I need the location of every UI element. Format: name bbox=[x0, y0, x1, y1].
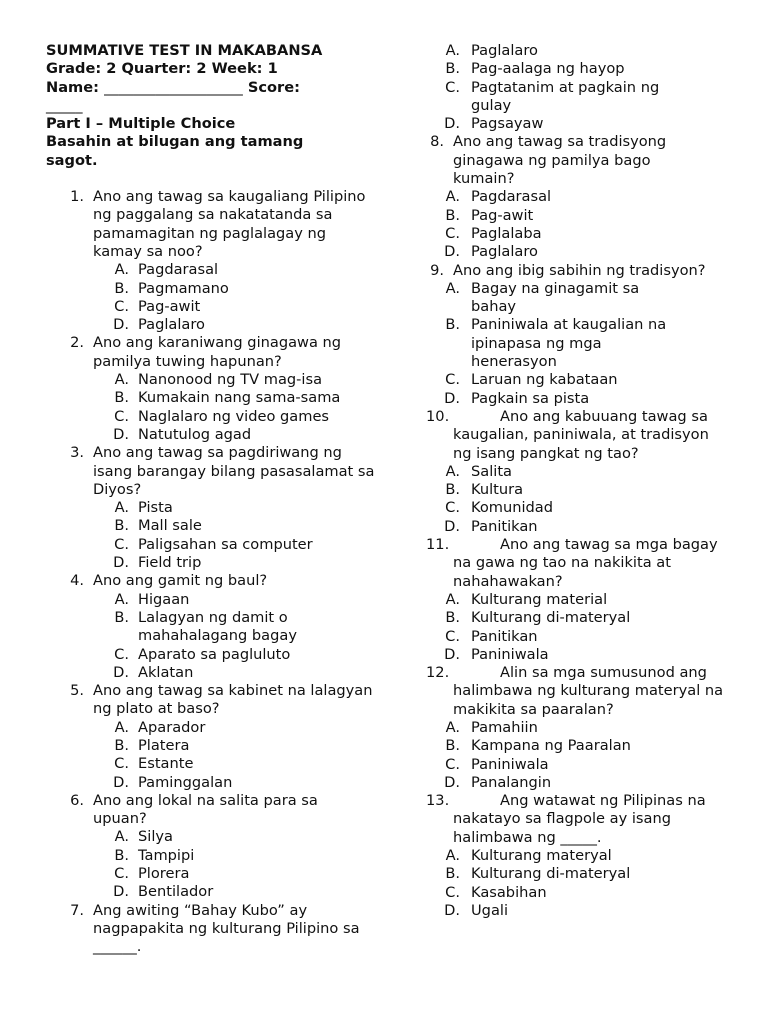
question-text: Ano ang ibig sabihin ng tradisyon? bbox=[453, 261, 706, 279]
question-number: 12. bbox=[426, 664, 450, 682]
options-list bbox=[93, 828, 376, 901]
option-letter: B. bbox=[114, 846, 129, 864]
option-d[interactable] bbox=[93, 774, 376, 792]
option-letter: C. bbox=[445, 371, 460, 389]
option-text: Kasabihan bbox=[471, 883, 547, 901]
option-letter: C. bbox=[445, 883, 460, 901]
question-text: Ang watawat ng Pilipinas na nakatayo sa flagpole ay isang halimbawa ng _____. bbox=[453, 792, 706, 846]
option-letter: A. bbox=[114, 261, 129, 279]
options-list bbox=[424, 591, 724, 664]
option-letter: D. bbox=[113, 316, 129, 334]
question-number: 2. bbox=[70, 334, 84, 352]
option-a[interactable] bbox=[424, 719, 724, 737]
option-letter: C. bbox=[114, 297, 129, 315]
option-text: Pag-awit bbox=[471, 206, 534, 224]
options-list bbox=[424, 719, 724, 792]
option-letter: A. bbox=[114, 590, 129, 608]
option-c[interactable] bbox=[424, 371, 724, 389]
option-text: Field trip bbox=[138, 554, 202, 572]
option-text: Paniniwala bbox=[471, 755, 549, 773]
option-b[interactable] bbox=[424, 60, 724, 78]
option-text: Pag-aalaga ng hayop bbox=[471, 60, 625, 78]
question-text: Ano ang tawag sa mga bagay na gawa ng tao na nakikita at nahahawakan? bbox=[453, 536, 718, 590]
option-text: Lalagyan ng damit o mahahalagang bagay bbox=[138, 608, 297, 645]
option-letter: C. bbox=[445, 78, 460, 96]
question-number: 3. bbox=[70, 444, 84, 462]
question-text: Ano ang tawag sa pagdiriwang ng isang barangay bilang pasasalamat sa Diyos? bbox=[93, 444, 375, 498]
option-b[interactable] bbox=[424, 207, 724, 225]
grade-line: Grade: 2 Quarter: 2 Week: 1 bbox=[46, 60, 278, 78]
option-b[interactable] bbox=[424, 481, 724, 499]
option-a[interactable] bbox=[424, 463, 724, 481]
option-text: Panitikan bbox=[471, 627, 538, 645]
option-c[interactable] bbox=[93, 865, 376, 883]
option-text: Pista bbox=[138, 499, 173, 517]
option-letter: D. bbox=[113, 663, 129, 681]
option-text: Kulturang materyal bbox=[471, 847, 612, 865]
option-letter: D. bbox=[444, 901, 460, 919]
option-text: Paligsahan sa computer bbox=[138, 535, 313, 553]
question-text: Ano ang lokal na salita para sa upuan? bbox=[93, 791, 318, 828]
option-text: Paglalaro bbox=[471, 243, 538, 261]
option-text: Kulturang di-materyal bbox=[471, 609, 631, 627]
question-number: 13. bbox=[426, 792, 450, 810]
option-text: Komunidad bbox=[471, 499, 554, 517]
option-letter: C. bbox=[445, 627, 460, 645]
option-text: Paniniwala bbox=[471, 645, 549, 663]
option-letter: A. bbox=[445, 462, 460, 480]
question-13 bbox=[424, 792, 724, 920]
option-text: Paglalaro bbox=[471, 42, 538, 59]
question-text: Ano ang karaniwang ginagawa ng pamilya tuwing hapunan? bbox=[93, 334, 342, 370]
question-number: 10. bbox=[426, 407, 450, 425]
question-11 bbox=[424, 536, 724, 664]
score-label: Score: bbox=[247, 78, 300, 96]
option-c[interactable] bbox=[424, 884, 724, 902]
option-b[interactable] bbox=[93, 517, 376, 535]
question-text: Ang awiting “Bahay Kubo” ay nagpapakita ng kulturang Pilipino sa ______. bbox=[93, 901, 360, 956]
question-number: 9. bbox=[430, 261, 444, 279]
option-letter: A. bbox=[445, 847, 460, 865]
option-letter: B. bbox=[114, 389, 129, 407]
question-9 bbox=[424, 262, 724, 408]
question-8 bbox=[424, 133, 724, 261]
name-blank: ___________________ bbox=[104, 78, 243, 96]
option-text: Pagkain sa pista bbox=[471, 389, 590, 407]
option-text: Mall sale bbox=[138, 517, 202, 535]
question-number: 4. bbox=[70, 572, 84, 590]
option-letter: B. bbox=[445, 481, 460, 499]
option-d[interactable] bbox=[93, 554, 376, 572]
option-a[interactable] bbox=[93, 499, 376, 517]
option-text: Paglalaba bbox=[471, 224, 542, 242]
option-text: Naglalaro ng video games bbox=[138, 407, 330, 425]
option-text: Paniniwala at kaugalian na ipinapasa ng mga henerasyon bbox=[471, 316, 667, 371]
question-1 bbox=[46, 188, 376, 334]
option-text: Salita bbox=[471, 462, 512, 480]
option-letter: C. bbox=[114, 535, 129, 553]
option-text: Bentilador bbox=[138, 883, 214, 901]
question-text: Ano ang tawag sa kabinet na lalagyan ng plato at baso? bbox=[93, 682, 373, 718]
option-b[interactable] bbox=[93, 280, 376, 298]
option-letter: C. bbox=[114, 407, 129, 425]
option-text: Kultura bbox=[471, 481, 524, 499]
option-b[interactable] bbox=[93, 389, 376, 407]
option-text: Estante bbox=[138, 755, 194, 773]
option-text: Pagdarasal bbox=[138, 261, 219, 279]
option-a[interactable] bbox=[93, 591, 376, 609]
option-b[interactable] bbox=[93, 737, 376, 755]
option-letter: A. bbox=[445, 279, 460, 297]
option-letter: A. bbox=[445, 718, 460, 736]
question-text: Alin sa mga sumusunod ang halimbawa ng kulturang materyal na makikita sa paaralan? bbox=[453, 664, 724, 718]
option-a[interactable] bbox=[424, 42, 724, 60]
option-a[interactable] bbox=[424, 847, 724, 865]
option-c[interactable] bbox=[93, 298, 376, 316]
option-letter: B. bbox=[114, 517, 129, 535]
option-letter: C. bbox=[114, 865, 129, 883]
option-letter: B. bbox=[445, 609, 460, 627]
option-a[interactable] bbox=[424, 591, 724, 609]
option-letter: A. bbox=[114, 718, 129, 736]
option-text: Panitikan bbox=[471, 517, 538, 535]
question-number: 7. bbox=[70, 901, 84, 919]
option-d[interactable] bbox=[424, 646, 724, 664]
option-d[interactable] bbox=[424, 390, 724, 408]
option-a[interactable] bbox=[93, 828, 376, 846]
question-text: Ano ang kabuuang tawag sa kaugalian, paniniwala, at tradisyon ng isang pangkat ng tao? bbox=[453, 407, 709, 462]
option-a[interactable] bbox=[93, 719, 376, 737]
option-c[interactable] bbox=[93, 755, 376, 773]
test-title: SUMMATIVE TEST IN MAKABANSA bbox=[46, 42, 323, 59]
option-text: Kampana ng Paaralan bbox=[471, 737, 631, 755]
option-c[interactable] bbox=[93, 536, 376, 554]
option-c[interactable] bbox=[424, 225, 724, 243]
option-d[interactable] bbox=[424, 902, 724, 920]
option-letter: A. bbox=[114, 371, 129, 389]
option-text: Pagsayaw bbox=[471, 115, 544, 133]
option-d[interactable] bbox=[424, 243, 724, 261]
option-text: Paglalaro bbox=[138, 316, 205, 334]
option-text: Kumakain nang sama-sama bbox=[138, 389, 341, 407]
question-number: 5. bbox=[70, 682, 84, 700]
option-a[interactable] bbox=[424, 280, 724, 317]
option-text: Pagtatanim at pagkain ng gulay bbox=[471, 78, 660, 114]
option-b[interactable] bbox=[424, 865, 724, 883]
option-letter: B. bbox=[445, 60, 460, 78]
options-list bbox=[93, 371, 376, 444]
option-letter: D. bbox=[113, 773, 129, 791]
options-list bbox=[424, 188, 724, 261]
option-letter: D. bbox=[444, 243, 460, 261]
option-b[interactable] bbox=[424, 316, 724, 371]
option-c[interactable] bbox=[424, 628, 724, 646]
option-letter: A. bbox=[114, 499, 129, 517]
options-list bbox=[424, 463, 724, 536]
option-text: Higaan bbox=[138, 590, 190, 608]
option-letter: D. bbox=[444, 115, 460, 133]
options-list bbox=[424, 280, 724, 408]
option-d[interactable] bbox=[424, 115, 724, 133]
options-list bbox=[424, 847, 724, 920]
right-column bbox=[424, 42, 724, 920]
option-text: Aklatan bbox=[138, 663, 194, 681]
question-10 bbox=[424, 408, 724, 536]
option-letter: D. bbox=[444, 517, 460, 535]
option-letter: D. bbox=[113, 883, 129, 901]
question-12 bbox=[424, 664, 724, 792]
option-letter: D. bbox=[113, 425, 129, 443]
question-7 bbox=[46, 902, 376, 957]
option-c[interactable] bbox=[424, 79, 724, 116]
question-text: Ano ang tawag sa tradisyong ginagawa ng pamilya bago kumain? bbox=[453, 133, 667, 188]
question-number: 6. bbox=[70, 791, 84, 809]
option-text: Ugali bbox=[471, 901, 508, 919]
option-letter: C. bbox=[445, 499, 460, 517]
options-list bbox=[93, 499, 376, 572]
option-d[interactable] bbox=[93, 316, 376, 334]
option-text: Aparador bbox=[138, 718, 206, 736]
score-blank: _____ bbox=[46, 96, 83, 114]
options-list bbox=[93, 719, 376, 792]
instructions: Basahin at bilugan ang tamang sagot. bbox=[46, 133, 304, 169]
question-2 bbox=[46, 334, 376, 444]
option-c[interactable] bbox=[93, 646, 376, 664]
option-letter: C. bbox=[445, 755, 460, 773]
question-text: Ano ang gamit ng baul? bbox=[93, 572, 268, 590]
option-d[interactable] bbox=[424, 518, 724, 536]
option-letter: D. bbox=[444, 645, 460, 663]
option-c[interactable] bbox=[424, 499, 724, 517]
option-text: Bagay na ginagamit sa bahay bbox=[471, 279, 640, 316]
option-text: Kulturang material bbox=[471, 590, 608, 608]
option-letter: B. bbox=[445, 206, 460, 224]
option-text: Silya bbox=[138, 828, 173, 846]
option-text: Kulturang di-materyal bbox=[471, 865, 631, 883]
option-letter: A. bbox=[445, 42, 460, 59]
question-text: Ano ang tawag sa kaugaliang Pilipino ng paggalang sa nakatatanda sa pamamagitan ng paglalagay ng kamay sa noo? bbox=[93, 188, 366, 260]
options-list bbox=[93, 261, 376, 334]
option-text: Laruan ng kabataan bbox=[471, 371, 618, 389]
option-letter: C. bbox=[114, 755, 129, 773]
part-title: Part I – Multiple Choice bbox=[46, 115, 236, 133]
option-text: Pagmamano bbox=[138, 279, 229, 297]
option-b[interactable] bbox=[424, 737, 724, 755]
option-c[interactable] bbox=[93, 408, 376, 426]
option-text: Plorera bbox=[138, 865, 190, 883]
question-number: 1. bbox=[70, 188, 84, 206]
option-letter: B. bbox=[114, 279, 129, 297]
question-6 bbox=[46, 792, 376, 902]
options-list bbox=[93, 591, 376, 682]
option-c[interactable] bbox=[424, 756, 724, 774]
option-b[interactable] bbox=[93, 847, 376, 865]
option-letter: B. bbox=[114, 736, 129, 754]
option-letter: A. bbox=[445, 188, 460, 206]
option-letter: C. bbox=[114, 645, 129, 663]
option-letter: B. bbox=[114, 608, 129, 626]
option-text: Natutulog agad bbox=[138, 425, 252, 443]
option-d[interactable] bbox=[93, 883, 376, 901]
option-d[interactable] bbox=[93, 426, 376, 444]
option-letter: D. bbox=[444, 389, 460, 407]
question-4 bbox=[46, 572, 376, 682]
option-text: Panalangin bbox=[471, 773, 552, 791]
option-letter: C. bbox=[445, 224, 460, 242]
option-text: Pagdarasal bbox=[471, 188, 552, 206]
option-text: Tampipi bbox=[138, 846, 195, 864]
question-number: 8. bbox=[430, 133, 444, 151]
name-score-line bbox=[46, 79, 376, 97]
option-a[interactable] bbox=[93, 261, 376, 279]
option-a[interactable] bbox=[424, 188, 724, 206]
option-text: Aparato sa pagluluto bbox=[138, 645, 291, 663]
question-3 bbox=[46, 444, 376, 572]
option-letter: B. bbox=[445, 316, 460, 334]
option-letter: A. bbox=[114, 828, 129, 846]
option-b[interactable] bbox=[424, 609, 724, 627]
name-label: Name: bbox=[46, 78, 100, 96]
option-letter: B. bbox=[445, 865, 460, 883]
option-text: Platera bbox=[138, 736, 190, 754]
option-d[interactable] bbox=[93, 664, 376, 682]
option-letter: B. bbox=[445, 737, 460, 755]
option-text: Pag-awit bbox=[138, 297, 201, 315]
option-b[interactable] bbox=[93, 609, 376, 646]
question-5 bbox=[46, 682, 376, 792]
option-letter: D. bbox=[113, 554, 129, 572]
option-d[interactable] bbox=[424, 774, 724, 792]
option-a[interactable] bbox=[93, 371, 376, 389]
question-number: 11. bbox=[426, 536, 450, 554]
option-text: Nanonood ng TV mag-isa bbox=[138, 371, 323, 389]
option-text: Pamahiin bbox=[471, 718, 538, 736]
option-letter: A. bbox=[445, 590, 460, 608]
option-letter: D. bbox=[444, 773, 460, 791]
question-7-options bbox=[424, 42, 724, 133]
option-text: Paminggalan bbox=[138, 773, 233, 791]
left-column bbox=[46, 42, 376, 957]
